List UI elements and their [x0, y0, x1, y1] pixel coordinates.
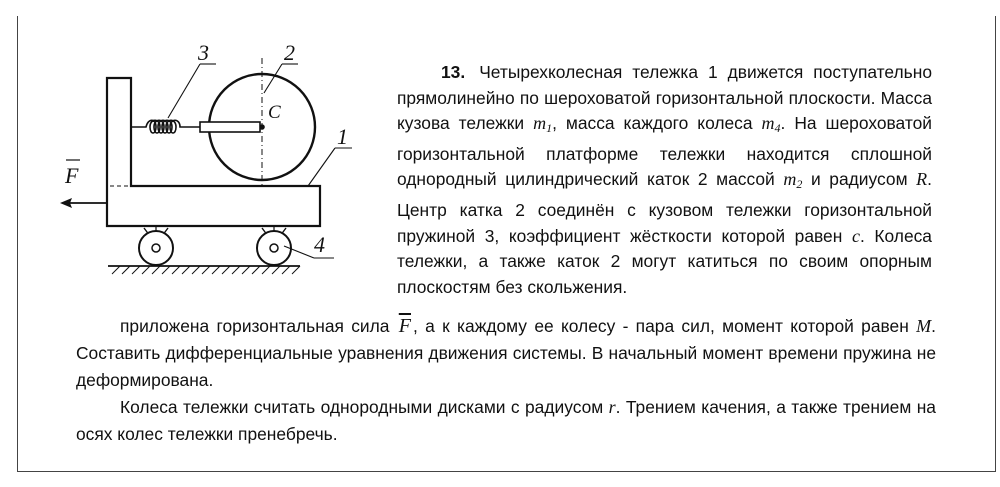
text-s6: . Колеса тележки, а также каток 2 могут катиться по своим опорным плоскостям без скольжения.: [397, 225, 932, 297]
leader-body: [308, 148, 335, 186]
label-force: F: [65, 163, 79, 188]
text-s11: . Трением качения, а также трением на осях колес тележки пренебречь.: [76, 397, 936, 444]
problem-continuation: [76, 313, 936, 448]
label-center: C: [268, 102, 281, 123]
spring-rod: [200, 122, 260, 132]
sym-m2: m: [783, 169, 797, 190]
leader-spring: [168, 64, 200, 118]
cart-diagram: [50, 38, 380, 278]
text-s9: . Составить дифференциальные уравнения движения системы. В начальный момент времени пружина не деформирована.: [76, 316, 936, 390]
sym-m4: m: [761, 113, 775, 134]
spring-coil: [132, 120, 200, 133]
sub-m4: 4: [774, 121, 781, 136]
label-spring: 3: [198, 40, 209, 65]
text-s1: Четырехколесная тележка 1 движется поступательно прямолинейно по шероховатой горизонтальной плоскости. Масса кузова тележки: [397, 62, 932, 134]
text-s3: . На шероховатой горизонтальной платформе тележки находится сплошной однородный цилиндрический каток 2 массой: [397, 113, 932, 190]
sym-F: $\overline{F}$: [398, 315, 411, 337]
sub-m1: 1: [546, 121, 553, 136]
text-s7: приложена горизонтальная сила: [120, 316, 390, 336]
sym-M: M: [916, 316, 932, 336]
sub-m2: 2: [796, 177, 803, 192]
text-s4: и радиусом: [802, 169, 908, 190]
sym-m1: m: [533, 113, 547, 134]
text-s8: , а к каждому ее колесу - пара сил, момент которой равен: [413, 316, 909, 336]
wheel-right: [257, 226, 291, 265]
cart-figure: [50, 38, 380, 278]
label-body: 1: [337, 124, 348, 149]
text-s2: , масса каждого колеса: [552, 113, 753, 134]
problem-statement: [397, 60, 932, 300]
text-s10: Колеса тележки считать однородными дисками с радиусом: [120, 397, 604, 417]
problem-number: 13.: [441, 62, 466, 82]
sym-R: R: [916, 169, 928, 190]
text-s5: . Центр катка 2 соединён с кузовом тележки горизонтальной пружиной 3, коэффициент жёсткости которой равен: [397, 169, 932, 246]
sym-r: r: [608, 397, 616, 417]
ground-hatching: [112, 266, 300, 274]
label-roller: 2: [284, 40, 295, 65]
wheel-left: [139, 226, 173, 265]
label-wheel: 4: [314, 232, 325, 257]
sym-c: c: [851, 225, 860, 246]
